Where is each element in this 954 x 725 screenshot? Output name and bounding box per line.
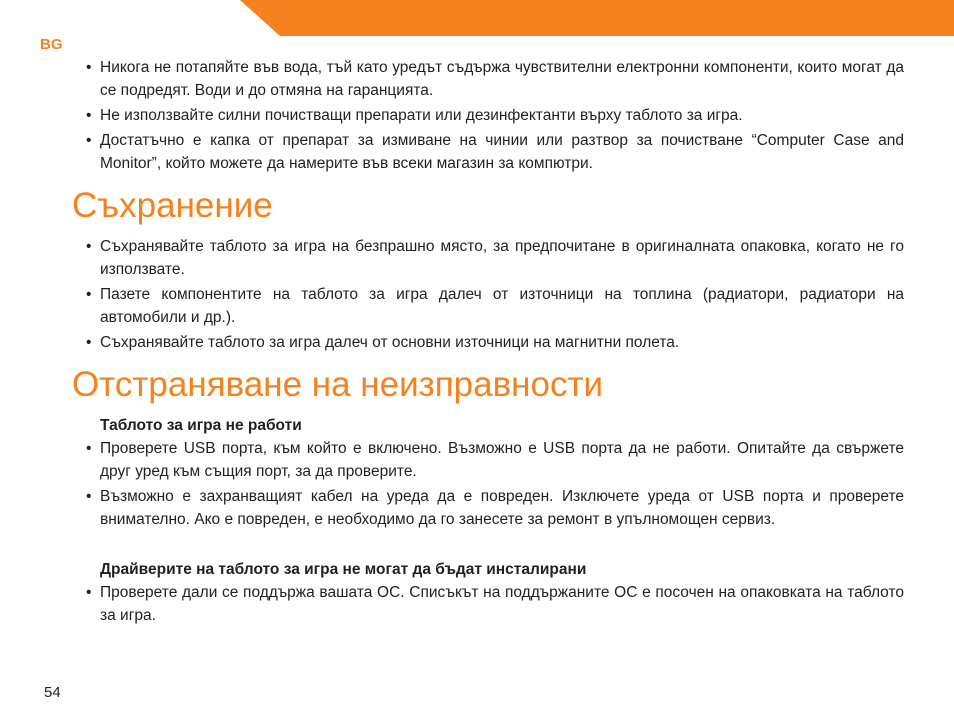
list-item: • Пазете компонентите на таблото за игра далеч от източници на топлина (радиатори, радиатори на автомобили и др.).	[72, 283, 904, 329]
list-item: • Съхранявайте таблото за игра на безпрашно място, за предпочитане в оригиналната опаковка, когато не го използвате.	[72, 235, 904, 281]
subheading-not-working: Таблото за игра не работи	[100, 417, 302, 434]
list-item: • Възможно е захранващият кабел на уреда да е повреден. Изключете уреда от USB порта и проверете внимателно. Ако е повреден, е необходимо да го занесете за ремонт в упълномощен сервиз.	[72, 485, 904, 531]
header-accent-bar	[240, 0, 954, 36]
section-title-troubleshooting: Отстраняване на неизправности	[72, 365, 604, 404]
list-item: • Съхранявайте таблото за игра далеч от основни източници на магнитни полета.	[72, 331, 904, 354]
list-item: • Проверете дали се поддържа вашата ОС. Списъкът на поддържаните ОС е посочен на опаковката на таблото за игра.	[72, 581, 904, 627]
page-number: 54	[44, 684, 61, 701]
subheading-drivers: Драйверите на таблото за игра не могат да бъдат инсталирани	[100, 561, 587, 578]
storage-list	[72, 235, 904, 354]
list-item: • Не използвайте силни почистващи препарати или дезинфектанти върху таблото за игра.	[72, 104, 904, 127]
section-title-storage: Съхранение	[72, 186, 273, 225]
language-label: BG	[40, 36, 63, 53]
list-item: • Проверете USB порта, към който е включено. Възможно е USB порта да не работи. Опитайте да свържете друг уред към същия порт, за да проверите.	[72, 437, 904, 483]
list-item: • Достатъчно е капка от препарат за измиване на чинии или разтвор за почистване “Computer Case and Monitor”, който можете да намерите във всеки магазин за компютри.	[72, 129, 904, 175]
page-content	[72, 56, 904, 629]
intro-list	[72, 56, 904, 175]
spacer	[72, 533, 904, 558]
list-item: • Никога не потапяйте във вода, тъй като уредът съдържа чувствителни електронни компоненти, които могат да се подредят. Води и до отмяна на гаранцията.	[72, 56, 904, 102]
drivers-list	[72, 581, 904, 627]
not-working-list	[72, 437, 904, 531]
